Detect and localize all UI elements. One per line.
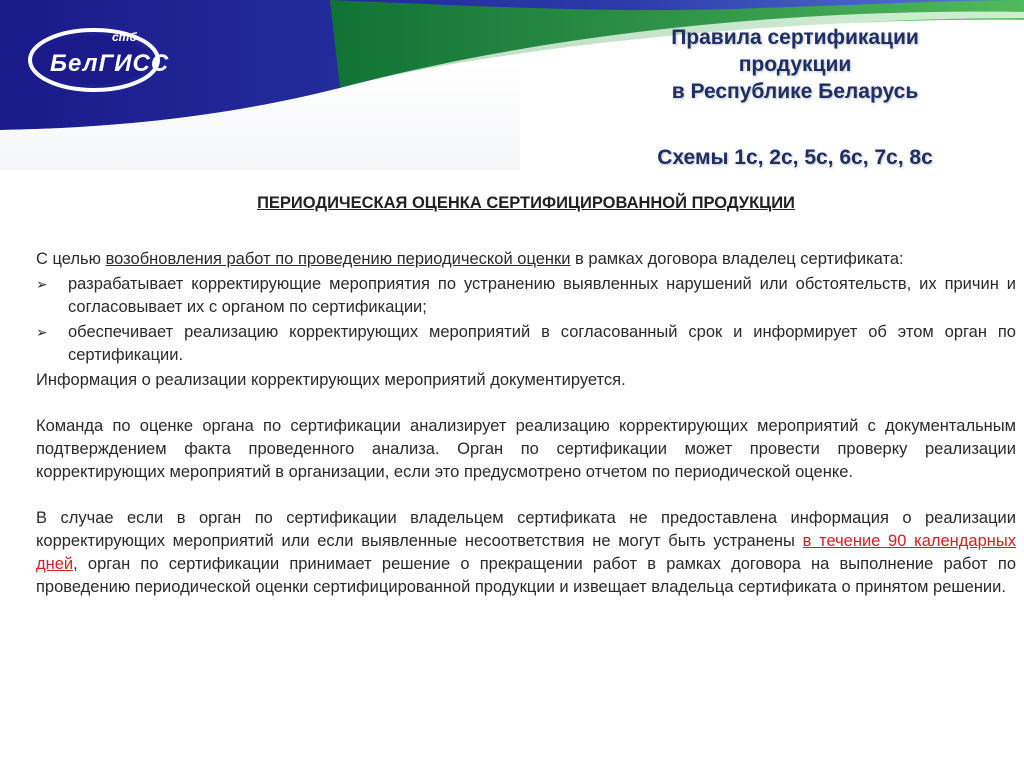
bullet-text: разрабатывает корректирующие мероприятия по устранению выявленных нарушений или обстоятельств, их причин и согласовывает их с органом по сертификации;	[68, 275, 1016, 316]
intro-underlined: возобновления работ по проведению периодической оценки	[105, 250, 571, 268]
paragraph-termination	[36, 507, 1016, 599]
logo-text: БелГИСС	[50, 50, 170, 77]
bullet-text: обеспечивает реализацию корректирующих мероприятий в согласованный срок и информирует об этом орган по сертификации.	[68, 323, 1016, 364]
section-heading: ПЕРИОДИЧЕСКАЯ ОЦЕНКА СЕРТИФИЦИРОВАННОЙ ПРОДУКЦИИ	[257, 194, 795, 212]
paragraph-documentation: Информация о реализации корректирующих мероприятий документируется.	[36, 371, 626, 389]
termination-start: В случае если в орган по сертификации владельцем сертификата не предоставлена информация о реализации корректирующих мероприятий или если выявленные несоответствия не могут быть устранены	[36, 509, 1016, 550]
list-item	[36, 273, 1016, 319]
logo-mark: стб	[112, 30, 137, 44]
list-item	[36, 321, 1016, 367]
main-content	[36, 248, 1016, 599]
paragraph-team-analysis: Команда по оценке органа по сертификации анализирует реализацию корректирующих мероприятий с документальным подтверждением факта проведенного анализа. Орган по сертификации может провести проверку реализации корректирующих мероприятий в организации, если это предусмотрено отчетом по периодической оценке.	[36, 417, 1016, 481]
title-line-2: продукции	[738, 53, 852, 76]
title-line-1: Правила сертификации	[671, 26, 919, 49]
page-title	[600, 24, 990, 105]
page-subtitle: Схемы 1с, 2с, 5с, 6с, 7с, 8с	[657, 146, 933, 169]
intro-start: С целью	[36, 250, 106, 268]
arrow-bullet-icon: ➢	[36, 276, 48, 292]
arrow-bullet-icon: ➢	[36, 324, 48, 340]
intro-end: в рамках договора владелец сертификата:	[570, 250, 904, 268]
termination-end: , орган по сертификации принимает решение о прекращении работ в рамках договора на выполнение работ по проведению периодической оценки сертифицированной продукции и извещает владельца сертификата о принятом решении.	[36, 555, 1016, 596]
belgiss-logo	[20, 12, 168, 104]
paragraph-intro	[36, 248, 1016, 271]
deadline-highlight: в течение 90 календарных дней	[36, 532, 1016, 573]
title-line-3: в Республике Беларусь	[671, 80, 919, 103]
